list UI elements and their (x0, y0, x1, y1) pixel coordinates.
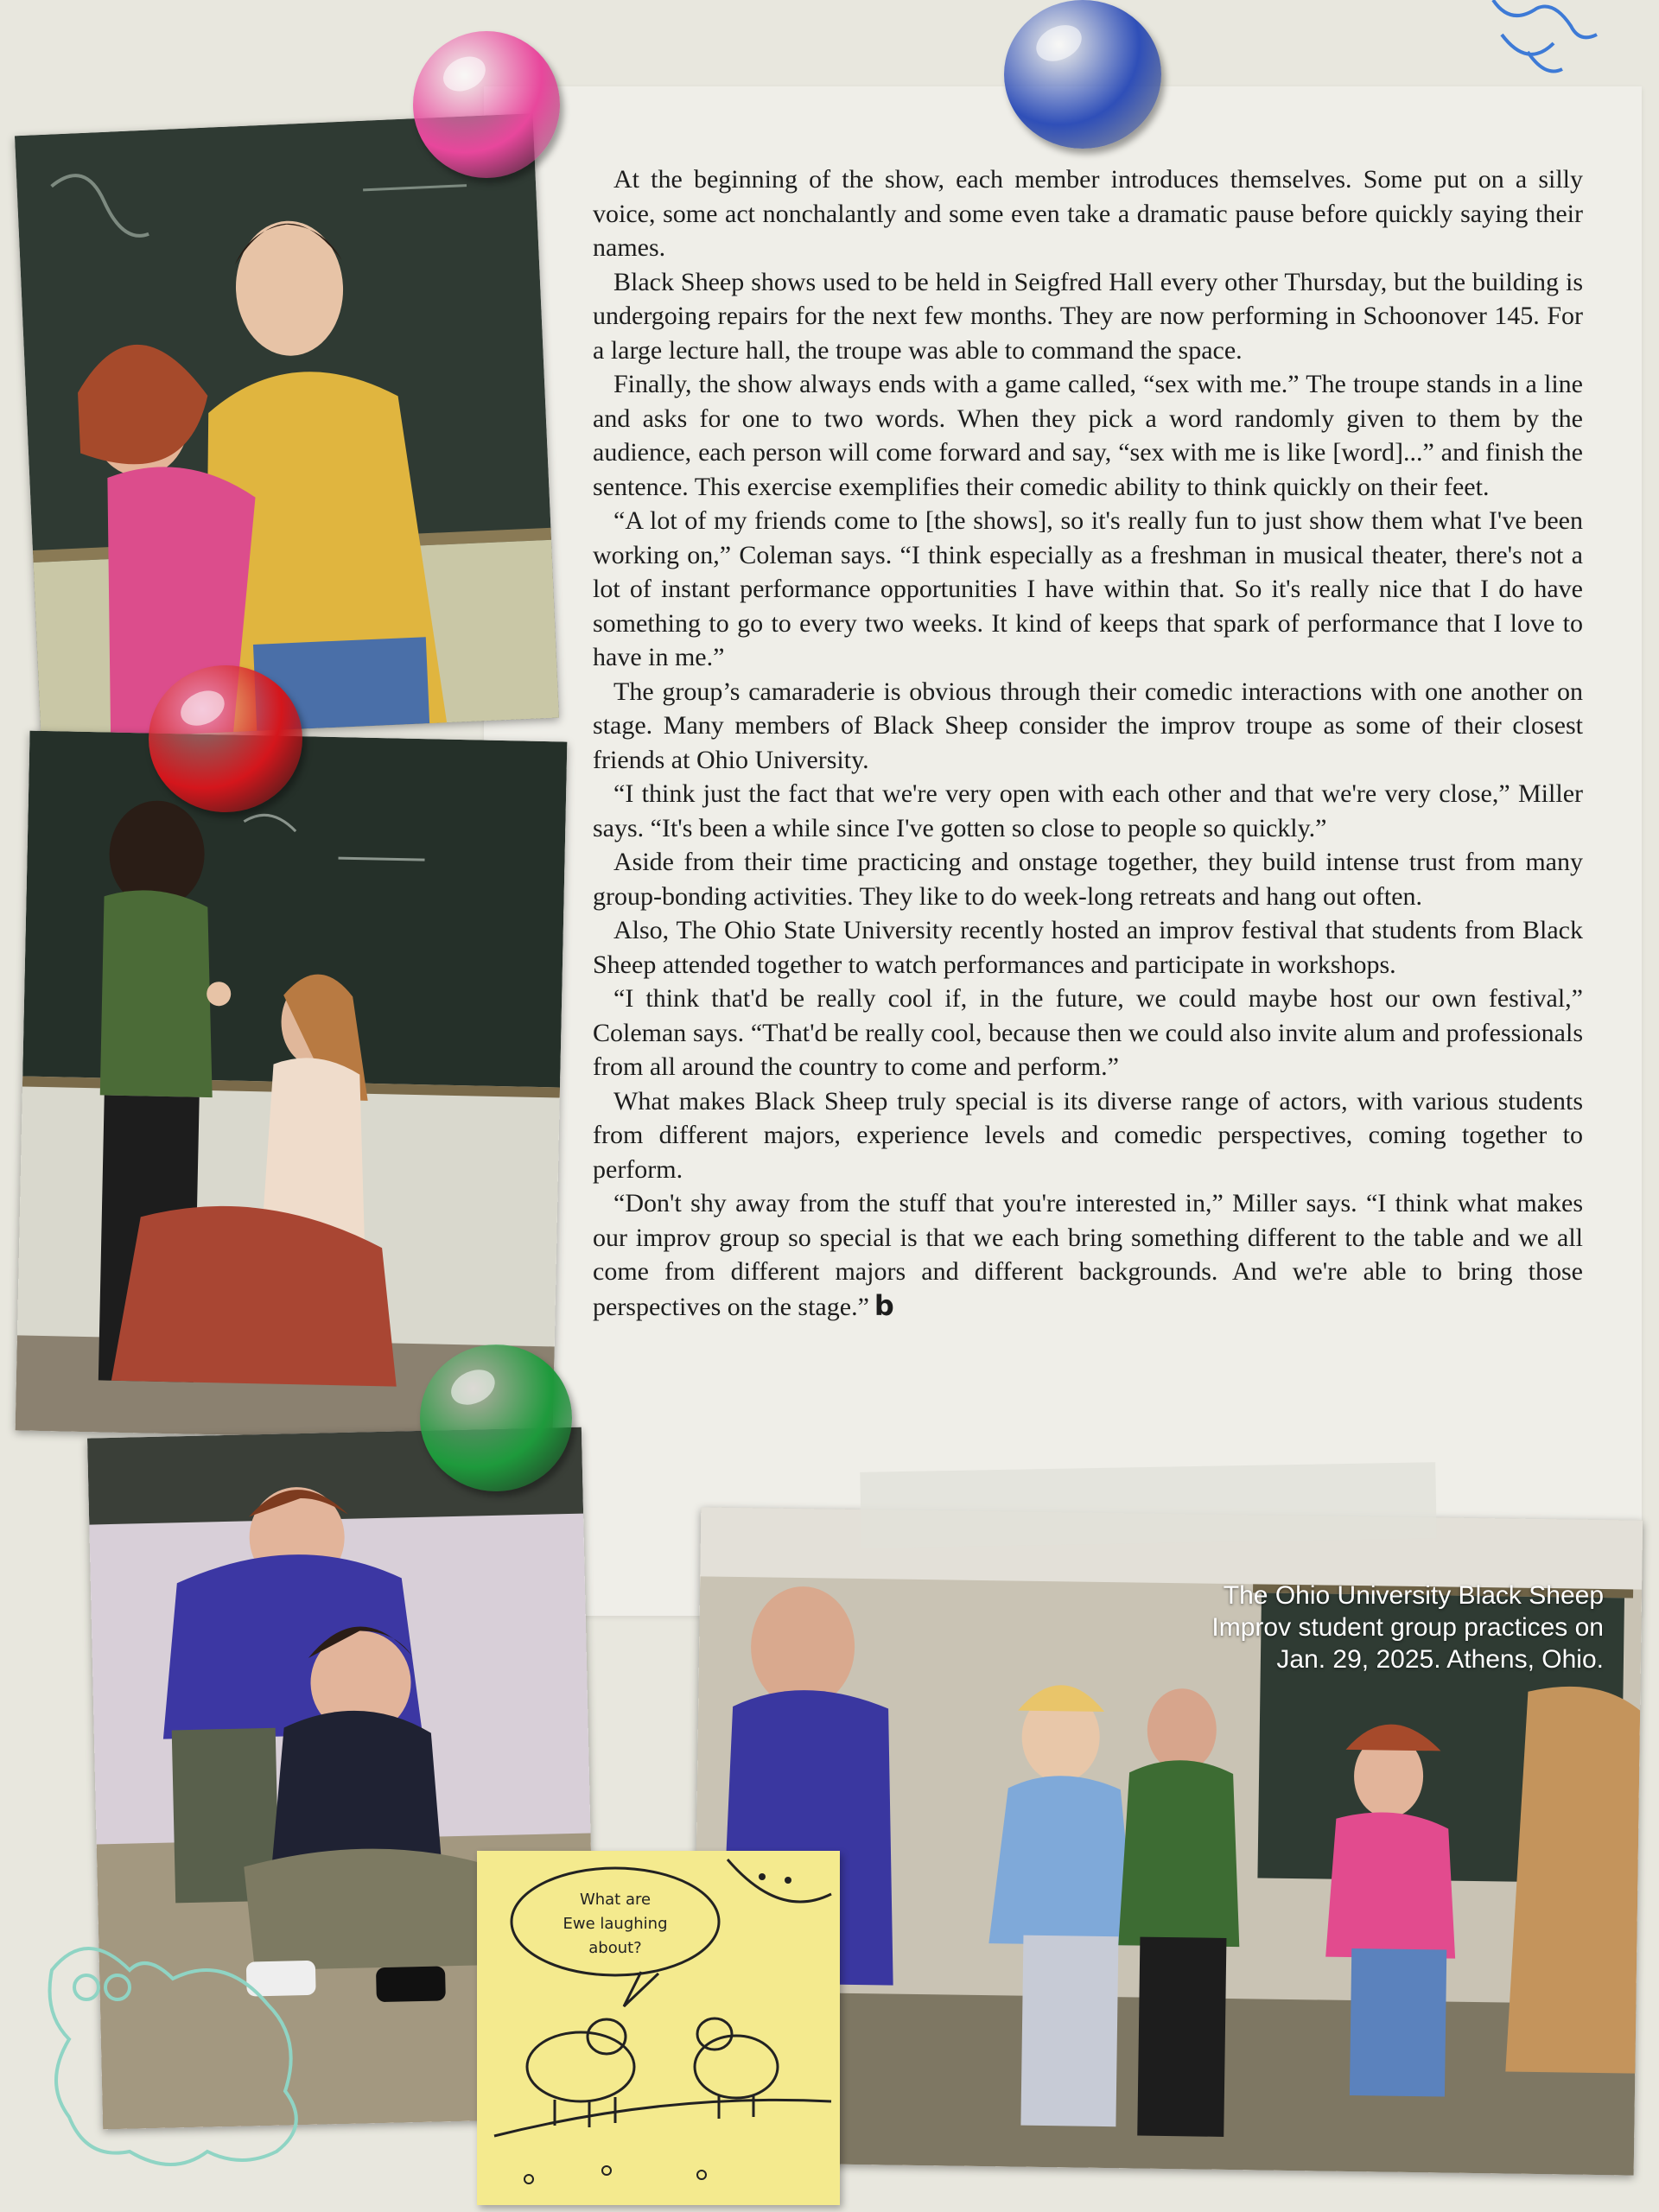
paragraph: Also, The Ohio State University recently hosted an improv festival that students from Black Sheep attended together to watch performances and participate in workshops. (593, 916, 1583, 979)
paragraph: What makes Black Sheep truly special is its diverse range of actors, with various students from different majors, experience levels and comedic perspectives, coming together to perform. (593, 1086, 1583, 1184)
paragraph: Finally, the show always ends with a game called, “sex with me.” The troupe stands in a line and asks for one to two words. When they pick a word randomly given to them by the audience, each person will come forward and say, “sex with me is like [word]...” and finish the sentence. This exercise exemplifies their comedic ability to think quickly on their feet. (593, 370, 1583, 501)
sticky-note (477, 1851, 840, 2205)
tape-strip (860, 1462, 1436, 1548)
bubble-line: Ewe laughing (563, 1915, 668, 1933)
red-push-pin (149, 665, 302, 812)
paragraph: The group’s camaraderie is obvious through their comedic interactions with one another on stage. Many members of Black Sheep consider the improv troupe as some of their closest friends at Ohio University. (593, 677, 1583, 774)
paragraph: At the beginning of the show, each member introduces themselves. Some put on a silly voice, some act nonchalantly and some even take a dramatic pause before quickly saying their names. (593, 165, 1583, 262)
paragraph: Black Sheep shows used to be held in Seigfred Hall every other Thursday, but the building is undergoing repairs for the next few months. They are now performing in Schoonover 145. For a large lecture hall, the troupe was able to command the space. (593, 267, 1583, 365)
paragraph-last (593, 1186, 1583, 1324)
bubble-line: What are (579, 1891, 652, 1909)
paragraph-text: “Don't shy away from the stuff that you're interested in,” Miller says. “I think what makes our improv group so special is that we each bring something different to the table and we all come from different majors and different backgrounds. And we're able to bring those perspectives on the stage.” (593, 1189, 1583, 1321)
paragraph: “A lot of my friends come to [the shows], so it's really fun to just show them what I've been working on,” Coleman says. “I think especially as a freshman in musical theater, there's not a lot of instant performance opportunities I have within that. So it's really nice that I do have something to go to every two weeks. It kind of keeps that spark of performance that I love to have in me.” (593, 506, 1583, 671)
blue-push-pin (1004, 0, 1161, 149)
green-push-pin (420, 1344, 572, 1491)
article-body (593, 162, 1583, 1324)
sheep-doodle (35, 1936, 328, 2186)
blue-scribble-doodle (1476, 0, 1614, 83)
paragraph: “I think just the fact that we're very open with each other and that we're very close,” Miller says. “It's been a while since I've gotten so close to people so quickly.” (593, 779, 1583, 842)
caption-line: Improv student group practices on (1211, 1613, 1604, 1642)
end-mark: b (874, 1288, 894, 1322)
caption-line: Jan. 29, 2025. Athens, Ohio. (1276, 1645, 1604, 1674)
photo-hug (15, 113, 559, 741)
photo-caption (1120, 1580, 1604, 1675)
caption-line: The Ohio University Black Sheep (1223, 1581, 1604, 1610)
paragraph: “I think that'd be really cool if, in the future, we could maybe host our own festival,” Coleman says. “That'd be really cool, because then we could also invite alum and professionals from all around the country to come and perform.” (593, 984, 1583, 1081)
bubble-line: about? (588, 1939, 642, 1957)
photo-hands (16, 731, 568, 1442)
paragraph: Aside from their time practicing and onstage together, they build intense trust from many group-bonding activities. They like to do week-long retreats and hang out often. (593, 848, 1583, 911)
pink-push-pin (413, 31, 560, 178)
